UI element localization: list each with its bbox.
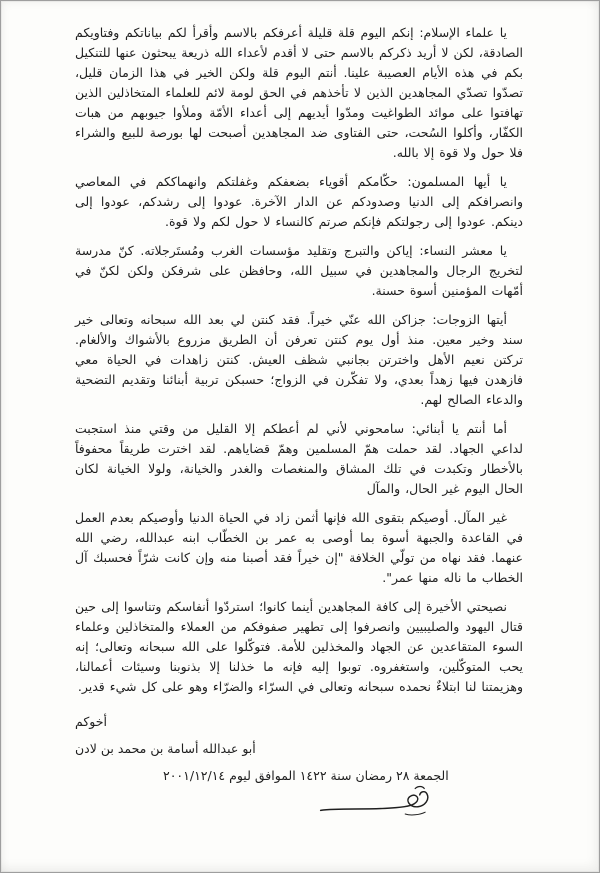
handwritten-signature-icon xyxy=(317,784,437,824)
closing-salutation: أخوكم xyxy=(75,714,107,729)
paragraph: يا معشر النساء: إياكن والتبرج وتقليد مؤسسات الغرب ومُستَرجلاته. كنّ مدرسة لتخريج الرجال والمجاهدين في سبيل الله، وحافظن على شرفكن ولكن لكنّ في أمّهات المؤمنين أسوة حسنة. xyxy=(75,243,523,298)
paragraph: غير المآل. أوصيكم بتقوى الله فإنها أثمن زاد في الحياة الدنيا وأوصيكم بعدم العمل في القاعدة والجبهة أسوة بما أوصى به عمر بن الخطّاب ابنه عبدالله، رضي الله عنهما. فقد نهاه من تولّي الخلافة "إن خيراً فقد أصبنا منه وإن كانت شرّاً فحسبك آل الخطاب ما ناله منها عمر". xyxy=(75,510,523,585)
paragraph: يا أيها المسلمون: حكّامكم أقوياء بضعفكم وغفلتكم وانهماككم في المعاصي وانصرافكم إلى الدنيا وصدودكم عن الدار الآخرة. عودوا إلى رشدكم، عودوا إلى دينكم. عودوا إلى رجولتكم فإنكم صرتم كالنساء لا حول لكم ولا قوة. xyxy=(75,174,523,229)
letter-body xyxy=(1,1,599,872)
signatory-name: أبو عبدالله أسامة بن محمد بن لادن xyxy=(75,741,256,756)
paragraph: نصيحتي الأخيرة إلى كافة المجاهدين أينما كانوا؛ استردّوا أنفاسكم وتناسوا إلى حين قتال اليهود والصليبيين وانصرفوا إلى تطهير صفوفكم من العملاء والمتخاذلين وعلماء السوء المتقاعدين عن الجهاد والمخذلين للأمة. فتوكّلوا على الله سبحانه وتعالى؛ إنه يحب المتوكّلين، واستغفروه. توبوا إليه فإنه ما خذلنا إلا بذنوبنا وسيئات أعمالنا، وهزيمتنا لنا ابتلاءٌ نحمده سبحانه وتعالى في السرّاء والضرّاء وهو على كل شيء قدير. xyxy=(75,599,523,694)
paragraph: أما أنتم يا أبنائي: سامحوني لأني لم أعطكم إلا القليل من وقتي منذ استجبت لداعي الجهاد. لقد حملت همّ المسلمين وهمّ قضاياهم. لقد اخترت طريقاً محفوفاً بالأخطار وتكبدت في تلك المشاق والمنغصات والغدر والخيانة، ولولا الخيانة لكان الحال اليوم غير الحال، والمآل xyxy=(75,421,523,496)
paragraph: أيتها الزوجات: جزاكن الله عنّي خيراً. فقد كنتن لي بعد الله سبحانه وتعالى خير سند وخير معين. منذ أول يوم كنتن تعرفن أن الطريق مزروع بالأشواك والألغام. تركتن نعيم الأهل واخترتن بجانبي شظف العيش. كنتن زاهدات في الحياة معي فازهدن فيها زهداً بعدي، ولا تفكّرن في الزواج؛ حسبكن تربية أبنائنا وتقديم التضحية والدعاء الصالح لهم. xyxy=(75,312,523,407)
paragraph: يا علماء الإسلام: إنكم اليوم قلة قليلة أعرفكم بالاسم وأقرأ لكم بياناتكم وفتاويكم الصادقة، لكن لا أريد ذكركم بالاسم حتى لا أقدم لأعداء الله ذريعة يبحثون عنها للتنكيل بكم في هذه الأيام العصيبة علينا. أنتم اليوم قلة ولكن الخير في هذا الزمان قليل، تصدّوا تصدّي المجاهدين الذين لا تأخذهم في الحق لومة لائم للعلماء المتخاذلين الذين تهافتوا على موائد الطواغيت ومدّوا أيديهم إلى أعداء الأمّة وملأوا جيوبهم من هبات الكفّار، وأكلوا السُحت، حتى الفتاوى ضد المجاهدين أصبحت لها بورصة للبيع والشراء فلا حول ولا قوة إلا بالله. xyxy=(75,25,523,160)
signature-row xyxy=(75,784,523,828)
closing-block xyxy=(75,709,523,828)
date-line: الجمعة ٢٨ رمضان سنة ١٤٢٢ الموافق ليوم ٢٠٠١/١٢/١٤ xyxy=(163,768,449,783)
paragraphs-container xyxy=(75,23,523,697)
